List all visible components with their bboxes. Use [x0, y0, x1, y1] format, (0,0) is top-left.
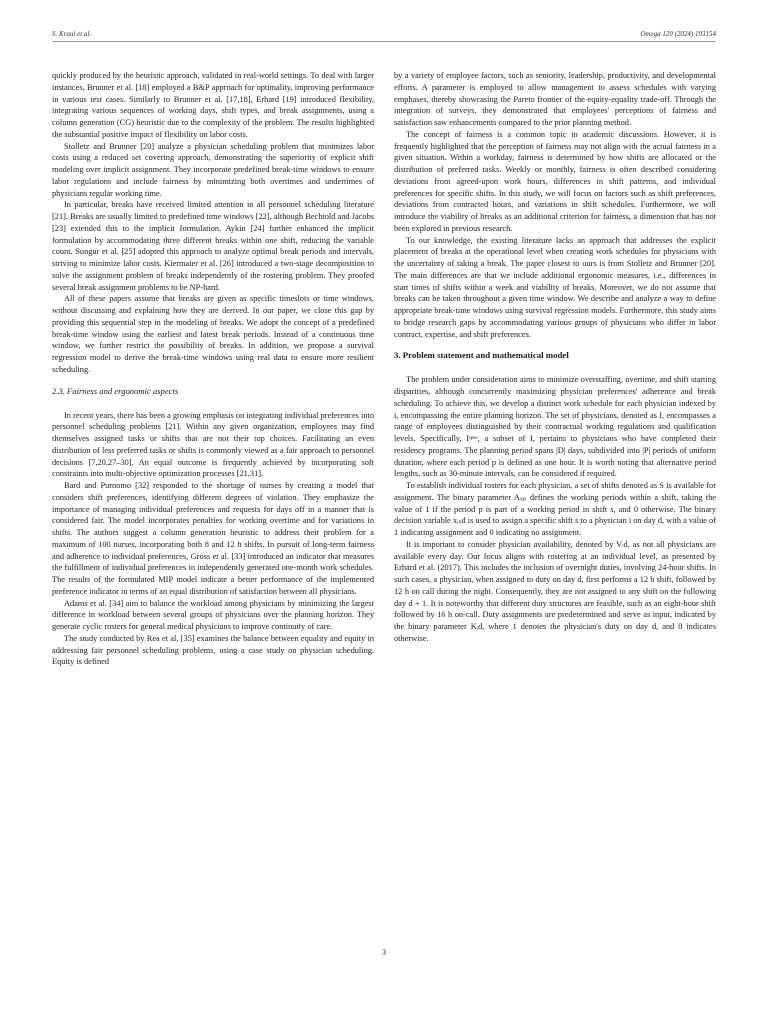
paragraph: The concept of fairness is a common topic in academic discussions. However, it is frequently highlighted that the perception of fairness may not align with the actual fairness in a given situation. Within a workday, fairness is determined by how shifts are allocated or the distribution of preferred tasks. Weekly or monthly, fairness is often described considering deviations from agreed-upon work hours, differences in shift patterns, and individual preferences for specific shifts. In this study, we will focus on factors such as shift preferences, deviations from contracted hours, and variations in shift schedules. Furthermore, we will introduce the viability of breaks as an additional criterion for fairness, a dimension that has not been explored in previous research.: [394, 129, 716, 233]
running-header-journal: Omega 129 (2024) 103154: [640, 30, 716, 38]
header-rule: [52, 41, 716, 42]
paragraph: To our knowledge, the existing literature lacks an approach that addresses the explicit placement of breaks at the operational level when creating work schedules for physicians with the uncertainty of taking a break. The paper closest to ours is from Stolletz and Brunner [20]. The main differences are that we include additional ergonomic measures, i.e., differences in start times of shifts within a week and viability of breaks. Moreover, we do not assume that breaks can be taken throughout a given time window. We describe and analyze a way to define appropriate break-time windows using survival regression models. Furthermore, this study aims to bridge research gaps by accommodating various groups of physicians who differ in labor contract, expertise, and shift preferences.: [394, 235, 716, 339]
paragraph: All of these papers assume that breaks are given as specific timeslots or time windows, without discussing and explaining how they are derived. In our paper, we close this gap by providing this sequential step in the modeling of breaks. We adopt the concept of a predefined break-time window using the earliest and latest break periods. Instead of a continuous time window, we further restrict the possibility of breaks. In addition, we propose a survival regression model to derive the break-time windows using real data to ensure more resilient scheduling.: [52, 294, 374, 374]
paragraph: Stolletz and Brunner [20] analyze a physician scheduling problem that minimizes labor costs using a reduced set covering approach, demonstrating the superiority of explicit shift modeling over implicit assignment. They incorporate predefined break-time windows to ensure labor regulations and include fairness by minimizing both overtimes and undertimes of physicians regular working time.: [52, 141, 374, 198]
paragraph: Adams et al. [34] aim to balance the workload among physicians by minimizing the largest difference in workload between several groups of physicians over the planning horizon. They generate cyclic rosters for general medical physicians to improve continuity of care.: [52, 598, 374, 631]
section-title: 3. Problem statement and mathematical model: [394, 350, 569, 361]
paragraph: The study conducted by Rea et al. [35] examines the balance between equality and equity in addressing fair personnel scheduling problems, using a case study on physician scheduling. Equity is defined: [52, 633, 374, 667]
left-column: [52, 70, 374, 668]
paragraph: In recent years, there has been a growing emphasis on integrating individual preferences into personnel scheduling problems [21]. Within any given organization, employees may find themselves assigned tasks or shifts that are not their top choices. Facilitating an even distribution of less preferred tasks or shifts is commonly viewed as a fair approach to personnel decisions [7,20,27–30]. An equal outcome is frequently achieved by incorporating soft constraints into multi-objective optimization processes [21,31].: [52, 410, 374, 479]
paragraph: quickly produced by the heuristic approach, validated in real-world settings. To deal with larger instances, Brunner et al. [18] employed a B&P approach for optimality, improving performance in various test cases. Similarly to Brunner et al. [17,18], Erhard [19] introduced flexibility, integrating various sequences of working days, shift types, and break assignments, using a column generation (CG) heuristic due to the complexity of the problem. The results highlighted the substantial positive impact of flexibility on labor costs.: [52, 71, 374, 139]
right-column: [394, 70, 716, 645]
paragraph: In particular, breaks have received limited attention in all personnel scheduling literature [21]. Breaks are usually limited to predefined time windows [22], although Bechtold and Jacobs [23] extended this to the implicit formulation. Aykin [24] further enhanced the implicit formulation by accommodating three different breaks within one shift, reducing the variable count. Sungur et al. [25] adopted this approach to analyze optimal break periods and intervals, striving to minimize labor costs. Kiermaier et al. [26] introduced a two-stage decomposition to solve the assignment problem of breaks independently of the rostering problem. They proofed several break assignment problems to be NP-hard.: [52, 200, 374, 292]
paragraph: by a variety of employee factors, such as seniority, leadership, productivity, and developmental efforts. A parameter is employed to allow management to assess schedules with varying emphases, thereby showcasing the Pareto frontier of the equity-equality trade-off. Through the integration of surveys, they demonstrated that employees' perceptions of fairness and satisfaction saw enhancements compared to the prior planning method.: [394, 71, 716, 127]
paragraph: It is important to consider physician availability, denoted by Vᵢd, as not all physicians are available every day. Our focus aligns with rostering at an individual level, as presented by Erhard et al. (2017). This includes the inclusion of overnight duties, involving 24-hour shifts. In such cases, a physician, when assigned to duty on day d, first performs a 12 h shift, followed by 12 h on call during the night. Consequently, they are not assigned to any shift on the following day d + 1. It is noteworthy that different duty structures are feasible, such as an eight-hour shift followed by 16 h on-call. Duty assignments are predetermined and serve as input, indicated by the binary parameter Kᵢd, where 1 denotes the physician's duty on day d, and 0 indicates otherwise.: [394, 539, 716, 643]
running-header-authors: S. Kraul et al.: [52, 30, 92, 38]
subsection-title: 2.3. Fairness and ergonomic aspects: [52, 385, 179, 396]
paragraph: To establish individual rosters for each physician, a set of shifts denoted as S is available for assignment. The binary parameter Aₛₚ defines the working periods within a shift, taking the value of 1 if the period p is part of a working period in shift s, and 0 otherwise. The binary decision variable xᵢₛd is used to assign a specific shift s to a physician i on day d, with a value of 1 indicating assignment and 0 indicating no assignment.: [394, 481, 716, 537]
paragraph: The problem under consideration aims to minimize overstaffing, overtime, and shift starting disparities, although concurrently maximizing physician preferences' adherence and break scheduling. To achieve this, we develop a distinct work schedule for each physician indexed by i, encompassing the entire planning horizon. The set of physicians, denoted as I, encompasses a range of employees distinguished by their contractual working regulations and qualification levels. Specifically, Iˢᵖᵉᶜ, a subset of I, pertains to physicians who have completed their residency programs. The planning period spans |D| days, subdivided into |P| periods of uniform duration, where each period p is defined as one hour. It is worth noting that alternative period lengths, such as 30-minute intervals, can be considered if required.: [394, 375, 716, 479]
page-number: 3: [382, 948, 386, 957]
paragraph: Bard and Purnomo [32] responded to the shortage of nurses by creating a model that considers shift preferences, identifying different degrees of violation. They emphasize the importance of managing individual preferences and requests for days off in a manner that is considered fair. The model incorporates penalties for working overtime and for variations in shifts. The authors suggest a column generation heuristic to address their problem for a maximum of 100 nurses, incorporating both 8 and 12 h shifts. In pursuit of long-term fairness and adherence to individual preferences, Gross et al. [33] introduced an indicator that measures the fulfillment of individual preferences in independently generated one-month work schedules. The results of the formulated MIP model indicate a better performance of the implemented preference indicator in terms of an equal distribution of satisfaction between all physicians.: [52, 481, 374, 596]
